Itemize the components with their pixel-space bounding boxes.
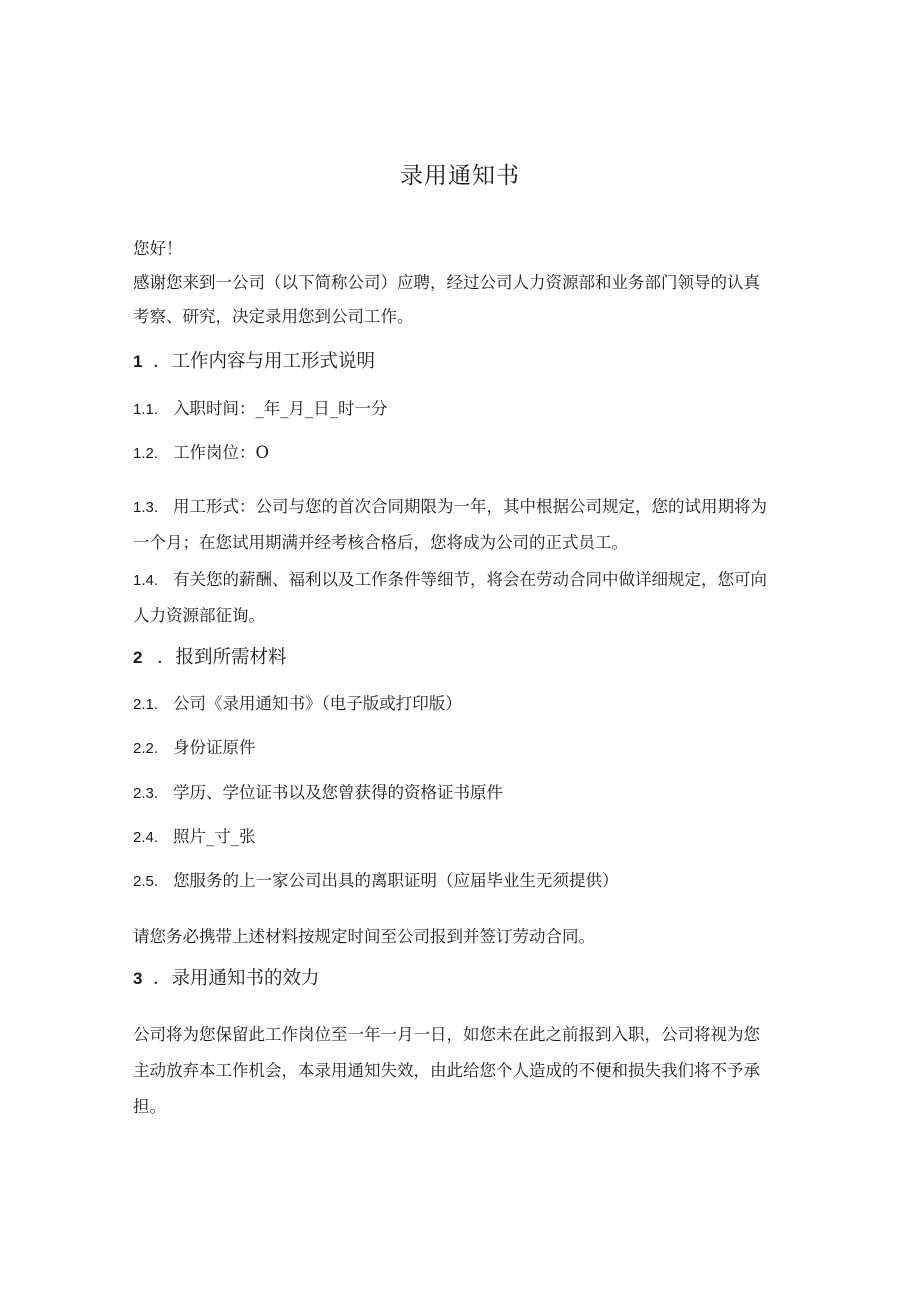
section-title: ．录用通知书的效力: [153, 968, 320, 989]
item-number: 2.3.: [133, 785, 159, 802]
intro-line-1: 感谢您来到一公司（以下简称公司）应聘，经过公司人力资源部和业务部门领导的认真: [133, 273, 760, 292]
list-item: [133, 399, 388, 420]
item-text: 工作岗位：O: [173, 443, 270, 462]
list-item: [133, 443, 269, 464]
section-1-heading: [133, 350, 375, 374]
item-text: 用工形式：公司与您的首次合同期限为一年，其中根据公司规定，您的试用期将为: [173, 497, 767, 516]
section-2-heading: [133, 646, 287, 670]
item-number: 1.4.: [133, 572, 159, 589]
section-3-heading: [133, 967, 320, 991]
list-item: [133, 738, 256, 759]
list-item: [133, 497, 767, 518]
item-number: 2.5.: [133, 873, 159, 890]
list-item: [133, 827, 256, 848]
item-text: 有关您的薪酬、福利以及工作条件等细节，将会在劳动合同中做详细规定，您可向: [173, 570, 767, 589]
validity-line-1: 公司将为您保留此工作岗位至一年一月一日，如您未在此之前报到入职，公司将视为您: [133, 1025, 760, 1044]
list-item: [133, 694, 462, 715]
section-title: ．工作内容与用工形式说明: [153, 351, 376, 372]
section-number: 2: [133, 648, 143, 667]
item-number: 2.1.: [133, 696, 159, 713]
item-number: 2.4.: [133, 829, 159, 846]
list-item-continuation: 一个月；在您试用期满并经考核合格后，您将成为公司的正式员工。: [133, 533, 628, 552]
item-text: 公司《录用通知书》（电子版或打印版）: [173, 694, 462, 713]
section-title: ．报到所需材料: [157, 647, 287, 668]
item-number: 1.2.: [133, 445, 159, 462]
list-item: [133, 570, 767, 591]
section-number: 3: [133, 969, 143, 988]
greeting: 您好！: [133, 239, 183, 258]
list-item-continuation: 人力资源部征询。: [133, 606, 265, 625]
item-number: 1.3.: [133, 499, 159, 516]
item-number: 1.1.: [133, 401, 159, 418]
item-number: 2.2.: [133, 740, 159, 757]
list-item: [133, 871, 619, 892]
item-text: 照片_寸_张: [173, 827, 256, 846]
validity-line-2: 主动放弃本工作机会，本录用通知失效，由此给您个人造成的不便和损失我们将不予承: [133, 1061, 760, 1080]
list-item: [133, 783, 503, 804]
item-text: 入职时间：_年_月_日_时一分: [173, 399, 388, 418]
intro-line-2: 考察、研究，决定录用您到公司工作。: [133, 307, 414, 326]
validity-line-3: 担。: [133, 1097, 166, 1116]
materials-note: 请您务必携带上述材料按规定时间至公司报到并签订劳动合同。: [133, 927, 595, 946]
item-text: 学历、学位证书以及您曾获得的资格证书原件: [173, 783, 503, 802]
item-text: 您服务的上一家公司出具的离职证明（应届毕业生无须提供）: [173, 871, 619, 890]
section-number: 1: [133, 352, 143, 371]
document-title: 录用通知书: [400, 163, 520, 189]
item-text: 身份证原件: [173, 738, 256, 757]
